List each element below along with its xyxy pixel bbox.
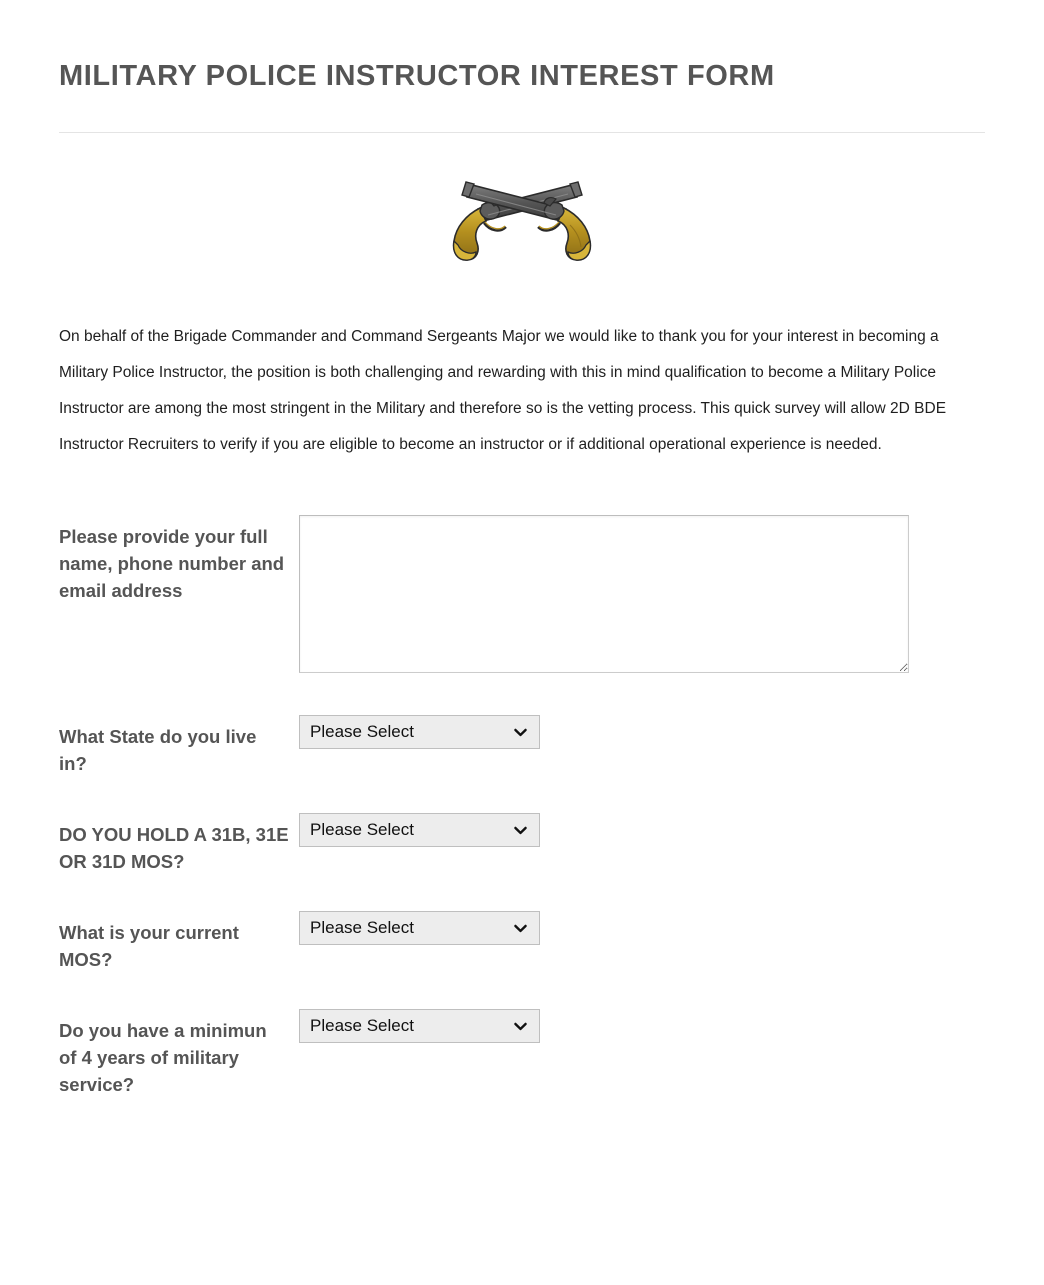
- intro-paragraph: On behalf of the Brigade Commander and Command Sergeants Major we would like to thank you for your interest in becoming a Military Police Instructor, the position is both challenging and rewarding with this in mind qualification to become a Military Police Instructor are among the most stringent in the Military and therefore so is the vetting process. This quick survey will allow 2D BDE Instructor Recruiters to verify if you are eligible to become an instructor or if additional operational experience is needed.: [59, 328, 947, 453]
- question-label-contact-info: Please provide your full name, phone number and email address: [59, 526, 285, 601]
- current-mos-select[interactable]: [299, 911, 540, 945]
- title-divider: [59, 132, 985, 133]
- crossed-pistols-insignia-icon: [444, 175, 600, 269]
- question-field-contact-info: [299, 515, 985, 673]
- questions-list: [0, 515, 1044, 1098]
- state-select-wrapper: [299, 715, 540, 749]
- intro-container: [0, 319, 1044, 463]
- question-row: [59, 813, 985, 875]
- question-row: [59, 1009, 985, 1098]
- question-label-hold-mos: DO YOU HOLD A 31B, 31E OR 31D MOS?: [59, 824, 289, 872]
- question-label-state: What State do you live in?: [59, 726, 257, 774]
- hold-mos-select-wrapper: [299, 813, 540, 847]
- logo-container: [0, 175, 1044, 275]
- question-row: [59, 515, 985, 673]
- hold-mos-select[interactable]: [299, 813, 540, 847]
- question-field-state: [299, 715, 985, 749]
- contact-info-textarea[interactable]: [299, 515, 909, 673]
- current-mos-select-wrapper: [299, 911, 540, 945]
- question-row: [59, 911, 985, 973]
- years-service-select-wrapper: [299, 1009, 540, 1043]
- question-label-years-service: Do you have a minimun of 4 years of military service?: [59, 1020, 267, 1095]
- form-header: [0, 0, 1044, 133]
- state-select[interactable]: [299, 715, 540, 749]
- question-label-current-mos: What is your current MOS?: [59, 922, 239, 970]
- question-field-hold-mos: [299, 813, 985, 847]
- years-service-select[interactable]: [299, 1009, 540, 1043]
- question-field-years-service: [299, 1009, 985, 1043]
- question-field-current-mos: [299, 911, 985, 945]
- page-title: MILITARY POLICE INSTRUCTOR INTEREST FORM: [59, 60, 775, 92]
- question-row: [59, 715, 985, 777]
